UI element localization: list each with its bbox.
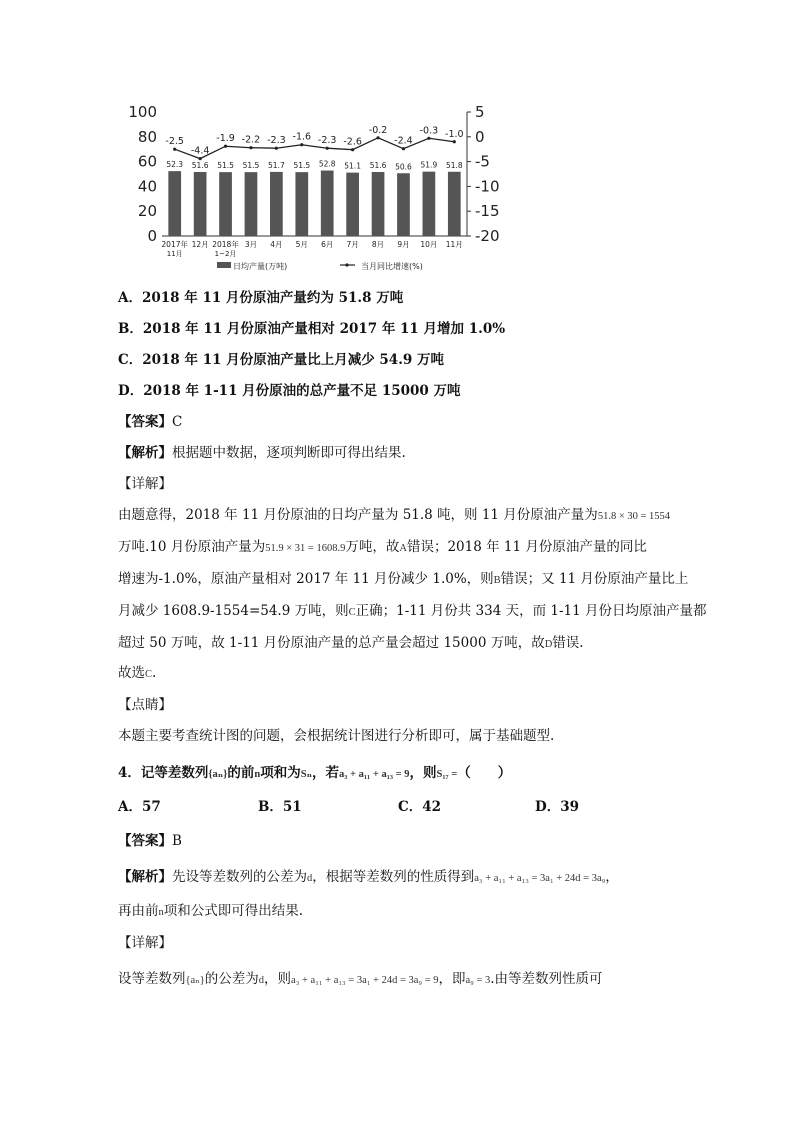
legend-bar-label: 日均产量(万吨) <box>233 262 288 271</box>
x-tick-label: 9月 <box>397 240 410 249</box>
question-4 <box>118 763 511 785</box>
formula: {aₙ} <box>208 769 228 780</box>
growth-point <box>224 145 227 148</box>
text: 错误；又 11 月份原油产量比上 <box>500 571 689 587</box>
formula: C <box>348 607 356 618</box>
left-tick-label: 60 <box>137 152 157 171</box>
detail-tag-2: 【详解】 <box>118 935 172 951</box>
growth-point <box>402 147 405 150</box>
left-tick-label: 40 <box>137 177 157 196</box>
growth-data-label: -2.3 <box>267 135 286 147</box>
formula: n <box>254 769 261 780</box>
text: 4．记等差数列 <box>118 765 209 781</box>
answer-tag: 【答案】 <box>118 414 172 430</box>
growth-data-label: -2.2 <box>241 134 261 146</box>
text: 错误；2018 年 11 月份原油产量的同比 <box>406 539 647 555</box>
detail-1-line-3 <box>118 569 688 591</box>
growth-point <box>453 140 456 143</box>
text: 再由前 <box>118 903 159 919</box>
text: 正确；1-11 月份共 334 天，而 1-11 月份日均原油产量都 <box>355 603 707 619</box>
formula: a₃ + a₁₁ + a₁₃ = 3a₁ + 24d = 3a₉ = 9 <box>291 975 439 986</box>
right-tick-label: -15 <box>475 202 500 221</box>
legend-bar-swatch <box>217 262 231 268</box>
formula: d <box>258 975 265 986</box>
text: ，若 <box>312 765 340 781</box>
right-tick-label: -20 <box>475 227 500 245</box>
right-tick-label: -10 <box>475 177 500 196</box>
text: . <box>152 665 157 681</box>
formula: 51.8 × 30 = 1554 <box>597 511 671 522</box>
growth-data-label: -2.3 <box>317 135 337 147</box>
growth-data-label: -0.2 <box>368 124 388 136</box>
bar-data-label: 51.6 <box>369 161 387 171</box>
growth-data-label: -2.4 <box>394 135 413 147</box>
left-tick-label: 20 <box>137 202 157 221</box>
growth-point <box>351 148 354 151</box>
text: .由等差数列性质可 <box>490 971 603 987</box>
q4-option-a: A．57 <box>118 799 161 815</box>
bar <box>321 171 334 236</box>
point-tag: 【点睛】 <box>118 697 172 713</box>
growth-point <box>275 147 278 150</box>
x-tick-label: 2018年 <box>212 240 239 249</box>
formula: a₃ + a₁₁ + a₁₃ = 9 <box>339 769 410 780</box>
x-tick-label: 6月 <box>321 240 334 249</box>
formula: {aₙ} <box>185 975 205 986</box>
formula: C <box>145 669 153 680</box>
formula: A <box>399 543 407 554</box>
text: 错误. <box>552 635 584 651</box>
x-tick-label: 12月 <box>191 240 209 249</box>
text: （ ） <box>457 765 512 781</box>
option-d: D．2018 年 1-11 月份原油的总产量不足 15000 万吨 <box>118 383 461 399</box>
bar <box>372 172 385 236</box>
text: ，即 <box>438 971 466 987</box>
right-tick-label: 5 <box>475 103 485 121</box>
formula: n <box>158 907 164 918</box>
detail-1-line-1 <box>118 505 670 527</box>
analysis-2-line-2 <box>118 901 303 923</box>
growth-data-label: -2.5 <box>165 136 184 148</box>
option-a: A．2018 年 11 月份原油产量约为 51.8 万吨 <box>118 290 404 306</box>
bar <box>168 171 181 236</box>
x-tick-label: 7月 <box>346 240 359 249</box>
bar <box>346 173 359 236</box>
growth-data-label: -0.3 <box>419 125 439 137</box>
x-tick-label: 3月 <box>244 240 258 249</box>
x-tick-label: 5月 <box>295 240 308 249</box>
bar <box>448 172 461 236</box>
formula: D <box>544 639 553 650</box>
bar-data-label: 51.6 <box>191 161 209 171</box>
x-tick-sublabel: 11月 <box>166 250 183 258</box>
x-tick-label: 4月 <box>270 240 283 249</box>
bar-data-label: 51.7 <box>268 160 285 170</box>
detail-tag-1: 【详解】 <box>118 476 172 492</box>
analysis-tag: 【解析】 <box>118 445 172 461</box>
x-tick-sublabel: 1~2月 <box>214 250 237 258</box>
bar-data-label: 51.9 <box>420 160 438 170</box>
formula: B <box>493 575 501 586</box>
analysis-text: 根据题中数据，逐项判断即可得出结果. <box>172 445 406 461</box>
bar <box>245 172 258 236</box>
analysis-1 <box>118 443 406 463</box>
bar-data-label: 51.5 <box>293 161 311 171</box>
answer-value: C <box>172 414 183 430</box>
legend-line-label: 当月同比增速(%) <box>361 262 423 271</box>
answer-1 <box>118 412 182 432</box>
q4-option-d: D．39 <box>535 799 579 815</box>
right-tick-label: -5 <box>475 152 490 171</box>
text: 设等差数列 <box>118 971 186 987</box>
growth-point <box>249 146 252 149</box>
bar <box>194 172 207 236</box>
detail-1-line-4 <box>118 601 707 623</box>
x-tick-label: 2017年 <box>161 240 189 249</box>
point-text: 本题主要考查统计图的问题，会根据统计图进行分析即可，属于基础题型. <box>118 728 555 744</box>
answer-value: B <box>172 833 182 849</box>
bar <box>295 172 308 236</box>
bar-data-label: 52.8 <box>318 159 336 169</box>
bar-data-label: 51.5 <box>242 161 260 171</box>
text: ，根据等差数列的性质得到 <box>312 869 475 885</box>
bar-data-label: 51.8 <box>445 160 463 170</box>
bar <box>270 172 283 236</box>
x-tick-label: 8月 <box>371 240 385 249</box>
q4-option-c: C．42 <box>398 799 442 815</box>
answer-2 <box>118 831 182 851</box>
formula: a₃ + a₁₁ + a₁₃ = 3a₁ + 24d = 3a₉ <box>474 873 606 884</box>
detail-2-line-1 <box>118 969 603 991</box>
text: 由题意得，2018 年 11 月份原油的日均产量为 51.8 吨，则 11 月份原油产量为 <box>118 507 598 523</box>
text: ，则 <box>409 765 437 781</box>
text: 的公差为 <box>204 971 259 987</box>
text: 项和公式即可得出结果. <box>163 903 304 919</box>
formula: Sₙ <box>300 769 313 780</box>
growth-point <box>173 148 176 151</box>
growth-point <box>376 136 379 139</box>
analysis-2-line-1 <box>118 867 619 889</box>
q4-option-b: B．51 <box>258 799 302 815</box>
oil-production-chart <box>125 98 500 278</box>
left-tick-label: 0 <box>147 227 157 245</box>
right-tick-label: 0 <box>475 127 485 146</box>
text: 故选 <box>118 665 145 681</box>
growth-point <box>300 143 303 146</box>
growth-data-label: -1.0 <box>445 128 464 140</box>
formula: a₉ = 3 <box>465 975 491 986</box>
text: 万吨，故 <box>345 539 400 555</box>
bar <box>397 173 410 236</box>
bar-data-label: 51.5 <box>217 161 234 171</box>
growth-data-label: -1.9 <box>216 133 235 145</box>
text: ，则 <box>264 971 292 987</box>
x-tick-label: 11月 <box>445 240 463 249</box>
text: 项和为 <box>260 765 301 781</box>
bar-data-label: 51.1 <box>344 161 361 171</box>
text: 先设等差数列的公差为 <box>172 869 307 885</box>
left-tick-label: 80 <box>137 127 157 146</box>
growth-point <box>326 147 329 150</box>
bar-data-label: 50.6 <box>395 162 412 172</box>
formula: 51.9 × 31 = 1608.9 <box>265 543 346 554</box>
text: 的前 <box>227 765 255 781</box>
formula: d <box>307 873 313 884</box>
bar-data-label: 52.3 <box>166 160 184 170</box>
growth-point <box>427 137 430 140</box>
text: 万吨.10 月份原油产量为 <box>118 539 266 555</box>
bar <box>219 172 232 236</box>
option-b: B．2018 年 11 月份原油产量相对 2017 年 11 月增加 1.0% <box>118 321 506 337</box>
text: 月减少 1608.9-1554=54.9 万吨，则 <box>118 603 349 619</box>
text: ， <box>605 869 619 885</box>
growth-data-label: -2.6 <box>343 136 362 148</box>
option-c: C．2018 年 11 月份原油产量比上月减少 54.9 万吨 <box>118 352 444 368</box>
text: 增速为-1.0%，原油产量相对 2017 年 11 月份减少 1.0%，则 <box>118 571 494 587</box>
answer-tag: 【答案】 <box>118 833 172 849</box>
bar <box>423 172 436 236</box>
detail-1-line-6 <box>118 663 156 685</box>
formula: S₁₇ = <box>436 769 458 780</box>
growth-data-label: -4.4 <box>190 145 210 157</box>
text: 超过 50 万吨，故 1-11 月份原油产量的总产量会超过 15000 万吨，故 <box>118 635 545 651</box>
detail-1-line-2 <box>118 537 647 559</box>
detail-1-line-5 <box>118 633 584 655</box>
left-tick-label: 100 <box>128 103 157 121</box>
legend-line-marker <box>345 263 348 266</box>
growth-data-label: -1.6 <box>292 131 312 143</box>
growth-point <box>199 157 202 160</box>
analysis-tag: 【解析】 <box>118 869 172 885</box>
x-tick-label: 10月 <box>420 240 438 249</box>
